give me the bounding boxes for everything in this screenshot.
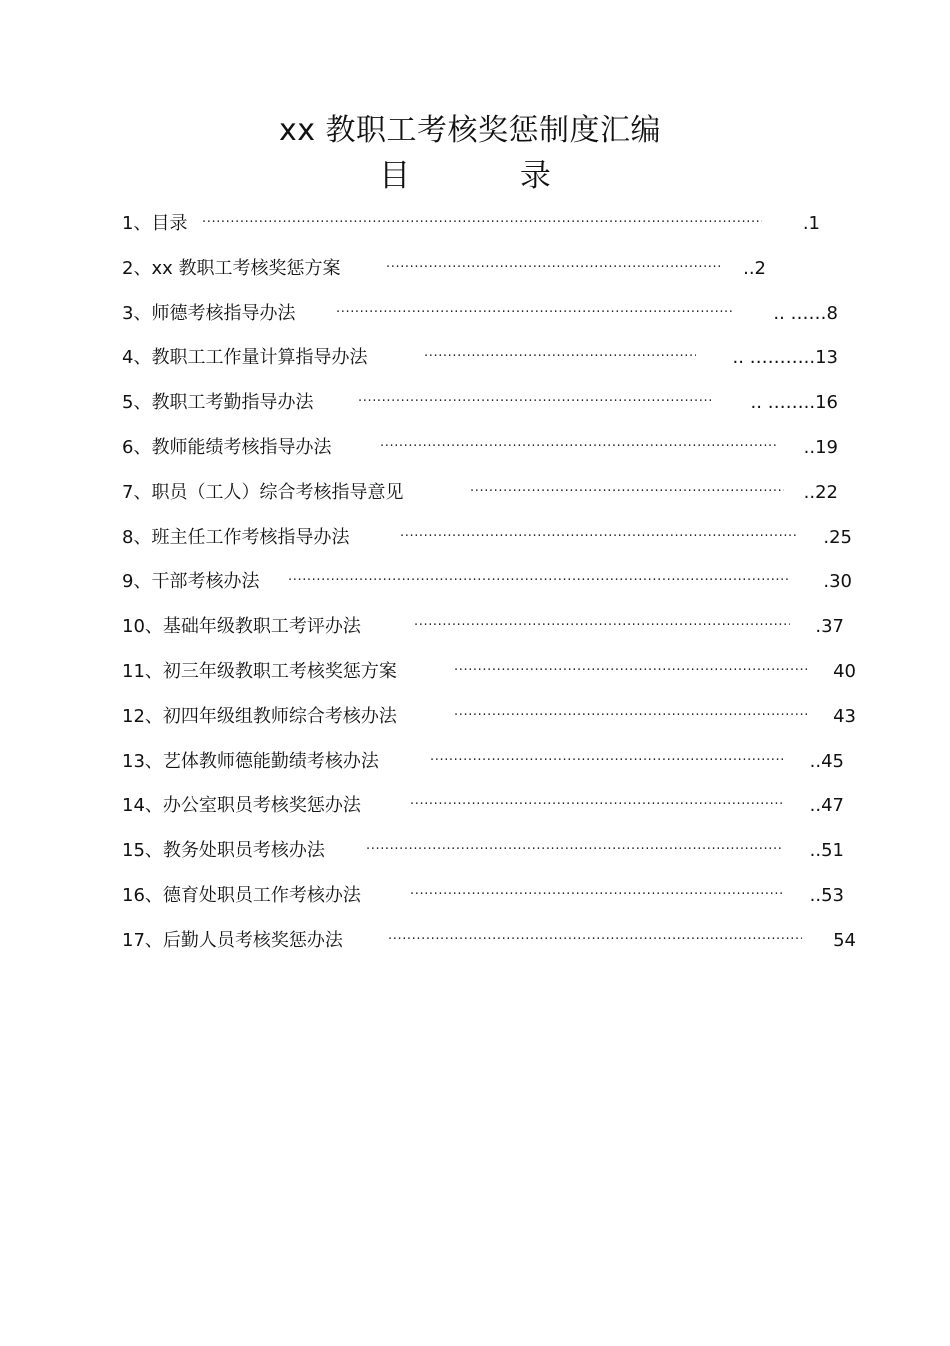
toc-entry-page: .25 <box>823 526 852 548</box>
toc-dot-leader <box>410 791 784 819</box>
toc-entry[interactable] <box>122 657 858 702</box>
toc-dot-leader <box>424 343 696 371</box>
toc-entry[interactable] <box>122 836 858 881</box>
toc-entry-page: 43 <box>833 705 856 727</box>
table-of-contents <box>122 209 858 971</box>
toc-entry[interactable] <box>122 209 858 254</box>
toc-entry-title: 2、xx 教职工考核奖惩方案 <box>122 257 341 279</box>
toc-entry-page: ..22 <box>803 481 838 503</box>
toc-entry-title: 15、教务处职员考核办法 <box>122 840 325 862</box>
toc-entry[interactable] <box>122 254 858 299</box>
toc-entry-title: 14、办公室职员考核奖惩办法 <box>122 795 361 817</box>
toc-entry-title: 5、教职工考勤指导办法 <box>122 392 314 414</box>
toc-entry-page: .. ……..16 <box>750 392 838 414</box>
toc-dot-leader <box>430 747 786 775</box>
toc-entry[interactable] <box>122 881 858 926</box>
toc-entry[interactable] <box>122 612 858 657</box>
toc-entry-title: 7、职员（工人）综合考核指导意见 <box>122 481 404 503</box>
toc-dot-leader <box>336 299 732 327</box>
toc-entry-title: 17、后勤人员考核奖惩办法 <box>122 929 343 951</box>
toc-dot-leader <box>414 612 790 640</box>
toc-entry-page: .. ………..13 <box>732 347 838 369</box>
toc-dot-leader <box>410 881 784 909</box>
toc-entry-title: 3、师德考核指导办法 <box>122 302 296 324</box>
toc-entry[interactable] <box>122 388 858 433</box>
toc-entry-page: ..45 <box>809 750 844 772</box>
toc-dot-leader <box>202 209 762 237</box>
toc-dot-leader <box>358 388 714 416</box>
toc-entry[interactable] <box>122 747 858 792</box>
toc-entry[interactable] <box>122 299 858 344</box>
toc-entry-page: ..2 <box>743 257 766 279</box>
toc-dot-leader <box>386 254 720 282</box>
toc-heading: 目 录 <box>379 158 601 194</box>
toc-entry-title: 16、德育处职员工作考核办法 <box>122 884 361 906</box>
toc-entry-page: 40 <box>833 660 856 682</box>
toc-entry[interactable] <box>122 478 858 523</box>
toc-dot-leader <box>470 478 784 506</box>
toc-entry[interactable] <box>122 567 858 612</box>
toc-dot-leader <box>454 657 808 685</box>
toc-dot-leader <box>288 567 790 595</box>
toc-entry[interactable] <box>122 343 858 388</box>
toc-entry-page: .30 <box>823 571 852 593</box>
toc-entry[interactable] <box>122 523 858 568</box>
toc-entry-page: ..53 <box>809 884 844 906</box>
toc-entry-page: 54 <box>833 929 856 951</box>
toc-entry-title: 6、教师能绩考核指导办法 <box>122 436 332 458</box>
toc-entry-title: 1、目录 <box>122 213 188 234</box>
toc-entry-page: ..19 <box>803 436 838 458</box>
toc-entry-title: 11、初三年级教职工考核奖惩方案 <box>122 660 397 682</box>
toc-entry-title: 10、基础年级教职工考评办法 <box>122 616 361 638</box>
toc-entry[interactable] <box>122 702 858 747</box>
toc-dot-leader <box>388 926 802 954</box>
toc-dot-leader <box>400 523 796 551</box>
toc-entry-title: 8、班主任工作考核指导办法 <box>122 526 350 548</box>
toc-entry-title: 4、教职工工作量计算指导办法 <box>122 347 368 369</box>
toc-entry-title: 13、艺体教师德能勤绩考核办法 <box>122 750 379 772</box>
toc-entry-page: .1 <box>802 213 820 234</box>
toc-dot-leader <box>454 702 808 730</box>
toc-entry-title: 12、初四年级组教师综合考核办法 <box>122 705 397 727</box>
toc-dot-leader <box>366 836 782 864</box>
toc-entry-page: .37 <box>815 616 844 638</box>
toc-entry-page: ..47 <box>809 795 844 817</box>
toc-dot-leader <box>380 433 776 461</box>
toc-entry-page: ..51 <box>809 840 844 862</box>
toc-entry[interactable] <box>122 433 858 478</box>
toc-entry[interactable] <box>122 926 858 971</box>
document-title: xx 教职工考核奖惩制度汇编 <box>278 113 662 148</box>
toc-entry-page: .. ……8 <box>773 302 838 324</box>
toc-entry[interactable] <box>122 791 858 836</box>
toc-entry-title: 9、干部考核办法 <box>122 571 260 593</box>
